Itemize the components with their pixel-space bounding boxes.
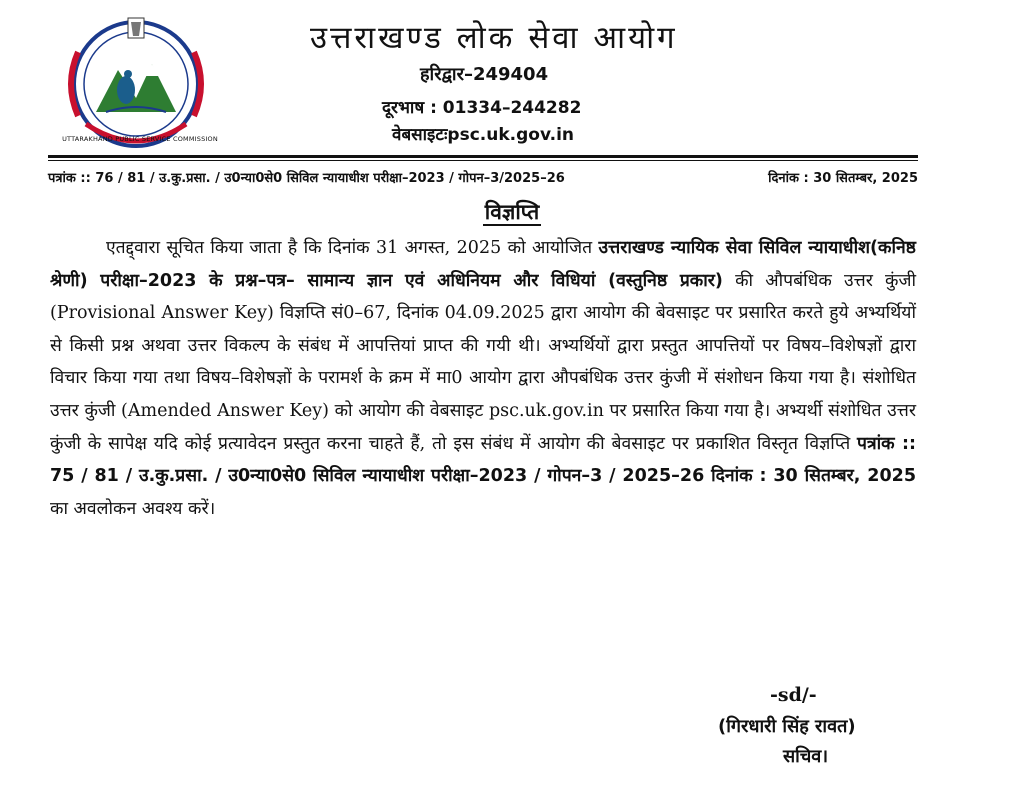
exam-name: उत्तराखण्ड न्यायिक सेवा सिविल न्यायाधीश(कनिष्ठ श्रेणी) परीक्षा–2023 के प्रश्न–पत्र– सामान्य ज्ञान एवं अधिनियम और विधियां (वस्तुनिष्ठ प्रकार) (50, 238, 916, 291)
body-part-2: की औपबंधिक उत्तर कुंजी (Provisional Answer Key) विज्ञप्ति सं0–67, दिनांक 04.09.2025 द्वारा आयोग की बेवसाइट पर प्रसारित करते हुये अभ्यर्थियों से किसी प्रश्न अथवा उत्तर विकल्प के संबंध में आपत्तियां प्राप्त की गयी थी। अभ्यर्थियों द्वारा प्रस्तुत आपत्तियों पर विषय–विशेषज्ञों द्वारा विचार किया गया तथा विषय–विशेषज्ञों के परामर्श के क्रम में मा0 आयोग द्वारा औपबंधिक उत्तर कुंजी में संशोधन किया गया है। संशोधित उत्तर कुंजी (Amended Answer Key) को आयोग की वेबसाइट psc.uk.gov.in पर प्रसारित किया गया है। अभ्यर्थी संशोधित उत्तर कुंजी के सापेक्ष यदि कोई प्रत्यावेदन प्रस्तुत करना चाहते हैं, तो इस संबंध में आयोग की बेवसाइट पर प्रकाशित विस्तृत विज्ञप्ति (50, 270, 916, 454)
address: हरिद्वार–249404 (420, 64, 549, 85)
emblem-caption: UTTARAKHAND PUBLIC SERVICE COMMISSION (62, 135, 218, 143)
body-part-3: का अवलोकन अवश्य करें। (50, 498, 216, 519)
header-divider-thick (48, 155, 918, 158)
header-divider-thin (48, 160, 918, 161)
notice-body (50, 232, 916, 525)
organization-name: उत्तराखण्ड लोक सेवा आयोग (310, 20, 678, 56)
notice-title: विज्ञप्ति (484, 200, 540, 224)
signatory-name: (गिरधारी सिंह रावत) (718, 716, 856, 737)
signatory-designation: सचिव। (783, 746, 829, 767)
body-part-1: एतद्द्वारा सूचित किया जाता है कि दिनांक 31 अगस्त, 2025 को आयोजित (106, 238, 599, 258)
detailed-notice-ref: पत्रांक :: 75 / 81 / उ.कु.प्रसा. / उ0न्या0से0 सिविल न्यायाधीश परीक्षा–2023 / गोपन–3 / 2025–26 दिनांक : 30 सितम्बर, 2025 (50, 433, 916, 487)
signature-mark: -sd/- (770, 684, 817, 706)
notice-title-wrapper (0, 198, 1024, 226)
website: वेबसाइटःpsc.uk.gov.in (392, 125, 575, 145)
reference-number: पत्रांक :: 76 / 81 / उ.कु.प्रसा. / उ0न्या0से0 सिविल न्यायाधीश परीक्षा–2023 / गोपन–3/2025–26 (48, 171, 565, 186)
phone-number: दूरभाष : 01334–244282 (382, 98, 582, 118)
notice-date: दिनांक : 30 सितम्बर, 2025 (768, 171, 918, 186)
